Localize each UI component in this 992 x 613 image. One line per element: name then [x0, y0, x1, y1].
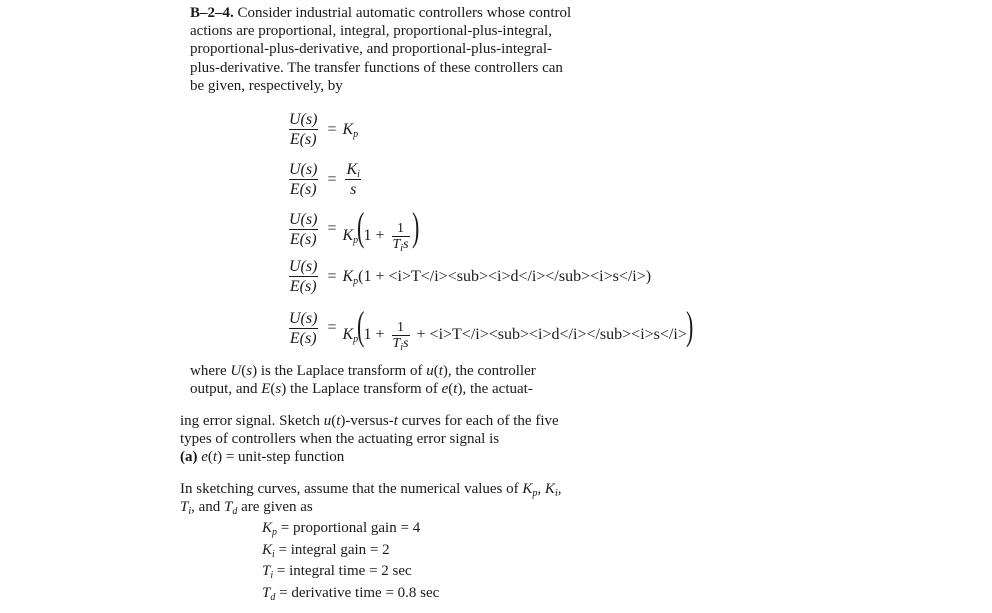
transfer-fraction	[288, 309, 318, 348]
fraction-numerator: U(s)	[289, 258, 318, 275]
parameter-value: 2 sec	[381, 563, 412, 579]
problem-label: B–2–4.	[190, 5, 234, 21]
parameter-value: 2	[382, 541, 390, 558]
fraction-denominator: E(s)	[289, 181, 317, 198]
equation-rhs: $K_p$	[342, 120, 359, 140]
parameter-description: proportional gain	[292, 520, 397, 536]
equals-sign: =	[327, 170, 337, 188]
transfer-fraction	[288, 257, 318, 296]
fraction-denominator: E(s)	[289, 278, 317, 295]
fraction-numerator: U(s)	[289, 161, 318, 178]
fraction-numerator: U(s)	[289, 210, 318, 228]
fraction-denominator: E(s)	[289, 131, 317, 148]
sketching-paragraph: In sketching curves, assume that the numerical values of $K_p$, $K_i$, $T_i$, and $T_d$ are given as	[180, 481, 562, 518]
continuation-text: ing error signal. Sketch u(t)-versus-t curves for each of the five types of controllers when the actuating error signal is	[180, 413, 559, 448]
rhs-numerator: $K_i$	[346, 161, 360, 180]
equation-proportional	[285, 110, 358, 149]
parameter-description: integral time	[289, 563, 366, 579]
fraction-numerator: U(s)	[289, 111, 318, 128]
equation-rhs: $K_p(1$ + $\frac{1}{T_is}$ + <i>T</i><sub><i>d</i></sub><i>s</i>)	[342, 303, 694, 353]
equation-rhs: $K_p(1$ + $\frac{1}{T_is}$ )	[342, 204, 419, 254]
parameter-description: derivative time	[291, 584, 382, 601]
equation-pid	[285, 303, 694, 353]
transfer-fraction	[288, 160, 318, 199]
equation-integral	[285, 160, 364, 199]
fraction-denominator: E(s)	[289, 329, 317, 347]
rhs-denominator: s	[345, 179, 360, 199]
parameter-symbol: $T_i$	[262, 563, 274, 581]
equation-rhs: $K_p(1 + <i>T</i><sub><i>d</i></sub><i>s</i>)$	[342, 267, 652, 287]
continuation-paragraph	[180, 412, 572, 467]
problem-intro-text: Consider industrial automatic controllers whose control actions are proportional, integral, proportional-plus-integral, proportional-plus-derivative, and proportional-plus-integral-plus-derivative. The transfer functions of these controllers can be given, respectively, by	[190, 5, 572, 94]
parameter-value: 0.8 sec	[397, 584, 440, 601]
parameter-description: integral gain	[290, 541, 367, 558]
parameter-symbol: $T_d$	[262, 584, 276, 603]
fraction-denominator: E(s)	[289, 230, 317, 248]
parameter-symbol: $K_p$	[262, 520, 278, 538]
parameter-value: 4	[412, 520, 421, 536]
transfer-fraction	[288, 210, 318, 249]
parameter-row: $K_i$ = integral gain = 2	[262, 541, 390, 560]
parameter-row: $T_i$ = integral time = 2 sec	[262, 563, 412, 581]
equals-sign: =	[327, 267, 337, 285]
parameter-symbol: $K_i$	[262, 541, 275, 560]
parameter-list	[262, 518, 439, 604]
where-paragraph: where U(s) is the Laplace transform of u(t), the controller output, and E(s) the Laplace transform of e(t), the actuat-	[190, 363, 536, 398]
rhs-fraction	[345, 160, 360, 199]
parameter-row: $T_d$ = derivative time = 0.8 sec	[262, 584, 440, 603]
equation-proportional-integral	[285, 204, 419, 254]
equation-proportional-derivative	[285, 257, 651, 296]
part-a-label: (a)	[180, 449, 198, 466]
equals-sign: =	[327, 220, 337, 238]
transfer-fraction	[288, 110, 318, 149]
equals-sign: =	[327, 120, 337, 138]
part-a-text: e(t) = unit-step function	[201, 449, 345, 466]
problem-intro	[190, 4, 572, 95]
fraction-numerator: U(s)	[289, 309, 318, 327]
parameter-row: $K_p$ = proportional gain = 4	[262, 520, 421, 538]
equals-sign: =	[327, 319, 337, 337]
